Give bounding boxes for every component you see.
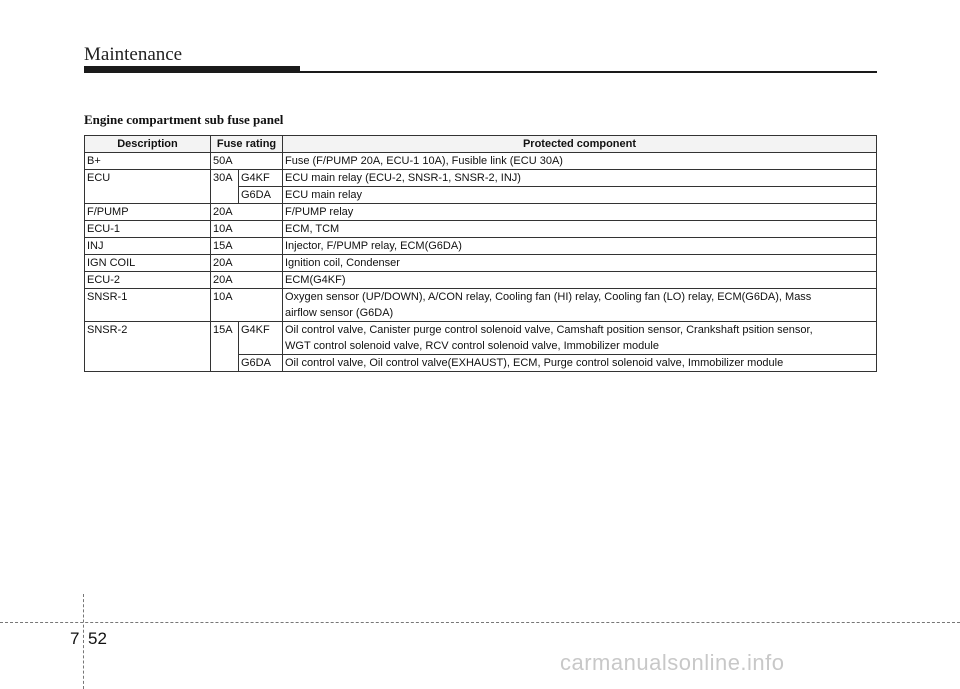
component-line: airflow sensor (G6DA): [285, 307, 394, 319]
row-engine: G6DA: [239, 187, 283, 204]
row-description: ECU-1: [85, 221, 211, 238]
component-line: WGT control solenoid valve, RCV control solenoid valve, Immobilizer module: [285, 340, 659, 352]
footer-divider: [83, 594, 84, 689]
header-description: Description: [85, 136, 211, 153]
row-rating: 20A: [211, 255, 283, 272]
row-description: SNSR-2: [85, 322, 211, 372]
row-description: IGN COIL: [85, 255, 211, 272]
row-rating: 10A: [211, 221, 283, 238]
row-description: F/PUMP: [85, 204, 211, 221]
row-rating: 10A: [211, 289, 283, 322]
row-engine: G4KF: [239, 322, 283, 355]
row-engine: G6DA: [239, 355, 283, 372]
table-row: [85, 153, 877, 170]
watermark: carmanualsonline.info: [560, 650, 785, 675]
row-description: ECU: [85, 170, 211, 204]
table-row: [85, 272, 877, 289]
page-number: 52: [88, 629, 107, 648]
row-component: ECU main relay (ECU-2, SNSR-1, SNSR-2, INJ): [283, 170, 877, 187]
table-row: [85, 204, 877, 221]
table-row: [85, 255, 877, 272]
header-bar: [84, 66, 300, 73]
table-header-row: [85, 136, 877, 153]
row-rating: 50A: [211, 153, 283, 170]
row-component: [283, 289, 877, 322]
row-rating: 15A: [211, 238, 283, 255]
row-rating: 20A: [211, 204, 283, 221]
row-component: Ignition coil, Condenser: [283, 255, 877, 272]
row-description: SNSR-1: [85, 289, 211, 322]
row-rating: 30A: [211, 170, 239, 204]
section-title: Engine compartment sub fuse panel: [84, 112, 284, 127]
fuse-table: [84, 135, 877, 372]
row-description: B+: [85, 153, 211, 170]
row-component: Injector, F/PUMP relay, ECM(G6DA): [283, 238, 877, 255]
footer-rule: [0, 622, 960, 623]
component-line: Oil control valve, Canister purge control solenoid valve, Camshaft position sensor, Crankshaft psition sensor,: [285, 324, 813, 336]
page-header-title: Maintenance: [84, 44, 183, 65]
header-rule: [300, 71, 877, 73]
row-rating: 20A: [211, 272, 283, 289]
row-component: [283, 322, 877, 355]
row-description: INJ: [85, 238, 211, 255]
table-row: [85, 322, 877, 355]
row-component: F/PUMP relay: [283, 204, 877, 221]
chapter-number: 7: [70, 629, 80, 648]
row-description: ECU-2: [85, 272, 211, 289]
row-component: ECM(G4KF): [283, 272, 877, 289]
row-component: ECU main relay: [283, 187, 877, 204]
row-rating: 15A: [211, 322, 239, 372]
table-row: [85, 170, 877, 187]
header-protected-component: Protected component: [283, 136, 877, 153]
row-component: Oil control valve, Oil control valve(EXHAUST), ECM, Purge control solenoid valve, Immobilizer module: [283, 355, 877, 372]
row-component: Fuse (F/PUMP 20A, ECU-1 10A), Fusible link (ECU 30A): [283, 153, 877, 170]
table-row: [85, 221, 877, 238]
row-component: ECM, TCM: [283, 221, 877, 238]
row-engine: G4KF: [239, 170, 283, 187]
header-fuse-rating: Fuse rating: [211, 136, 283, 153]
component-line: Oxygen sensor (UP/DOWN), A/CON relay, Cooling fan (HI) relay, Cooling fan (LO) relay, ECM(G6DA), Mass: [285, 291, 812, 303]
table-row: [85, 238, 877, 255]
table-row: [85, 289, 877, 322]
